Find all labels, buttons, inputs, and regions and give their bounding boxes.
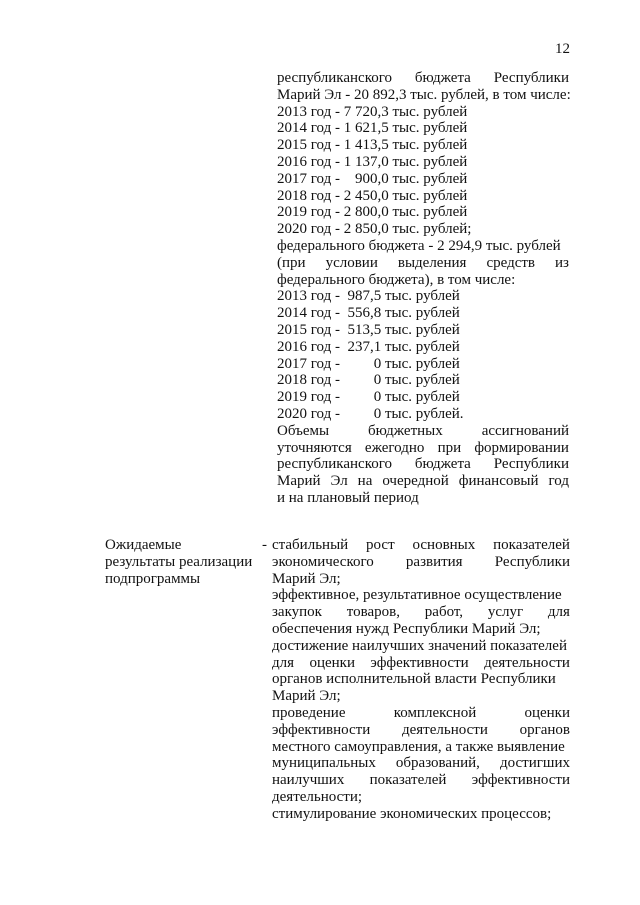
word: для	[272, 654, 295, 671]
text-line	[272, 604, 570, 621]
funding-year-row: 2019 год - 0 тыс. рублей	[277, 389, 460, 406]
word: бюджета	[414, 456, 471, 473]
word: эффективности	[471, 772, 570, 789]
word: год	[548, 473, 569, 490]
text-line: достижение наилучших значений показателей	[272, 637, 567, 654]
word: комплексной	[393, 704, 477, 721]
funding-volume-text	[277, 70, 569, 507]
funding-year-row: 2013 год - 7 720,3 тыс. рублей	[277, 103, 468, 120]
word: закупок	[272, 604, 322, 621]
word: оценки	[309, 654, 355, 671]
text-line	[277, 255, 569, 272]
text-line	[272, 537, 570, 554]
word: ассигнований	[481, 422, 569, 439]
text-line	[277, 473, 569, 490]
text-line	[277, 423, 569, 440]
funding-year-row: 2015 год - 1 413,5 тыс. рублей	[277, 137, 468, 154]
word: работ,	[424, 604, 464, 621]
text-line: деятельности;	[272, 788, 363, 805]
label-line: результаты реализации	[105, 553, 253, 570]
text-line	[272, 722, 570, 739]
word: показателей	[493, 537, 570, 553]
word: Объемы	[277, 422, 330, 439]
text-line: эффективное, результативное осуществление	[272, 587, 562, 604]
funding-year-row: 2018 год - 0 тыс. рублей	[277, 372, 460, 389]
expected-results-text	[272, 537, 570, 823]
text-line	[272, 705, 570, 722]
funding-year-row: 2020 год - 2 850,0 тыс. рублей;	[277, 221, 472, 238]
word: на	[357, 473, 373, 490]
funding-year-row: 2013 год - 987,5 тыс. рублей	[277, 288, 460, 305]
word: рост	[366, 537, 395, 553]
text-line: Марий Эл;	[272, 688, 341, 705]
word: Республики	[494, 553, 570, 570]
word: финансовый	[458, 473, 539, 490]
text-line	[272, 655, 570, 672]
funding-year-row: 2016 год - 237,1 тыс. рублей	[277, 338, 460, 355]
word: бюджета	[414, 70, 471, 86]
word: достигших	[500, 755, 570, 772]
word: условии	[325, 254, 378, 271]
word: товаров,	[346, 604, 400, 621]
word: Марий	[277, 473, 321, 490]
word: оценки	[524, 704, 570, 721]
word: услуг	[487, 604, 524, 621]
text-line	[277, 70, 569, 87]
page-number: 12	[555, 41, 570, 57]
funding-year-row: 2020 год - 0 тыс. рублей.	[277, 405, 464, 422]
word: из	[555, 254, 569, 271]
funding-year-row: 2015 год - 513,5 тыс. рублей	[277, 321, 460, 338]
text-line	[277, 440, 569, 457]
text-line: местного самоуправления, а также выявление	[272, 738, 565, 755]
word: формировании	[474, 439, 569, 456]
funding-year-row: 2017 год - 0 тыс. рублей	[277, 355, 460, 372]
word: Эл	[330, 473, 348, 490]
label-line: Ожидаемые	[105, 537, 182, 553]
word: стабильный	[272, 537, 349, 553]
text-line	[277, 456, 569, 473]
word: Республики	[493, 456, 569, 473]
word: наилучших	[272, 772, 345, 789]
text-line: Марий Эл - 20 892,3 тыс. рублей, в том числе:	[277, 86, 571, 103]
word: республиканского	[277, 456, 392, 473]
text-line: федерального бюджета), в том числе:	[277, 271, 516, 288]
word: ежегодно	[364, 439, 425, 456]
word: Республики	[493, 70, 569, 86]
word: деятельности	[484, 654, 570, 671]
word: при	[437, 439, 462, 456]
word: деятельности	[401, 721, 488, 738]
funding-year-row: 2019 год - 2 800,0 тыс. рублей	[277, 204, 468, 221]
word: уточняются	[277, 439, 352, 456]
text-line	[272, 554, 570, 571]
word: показателей	[369, 772, 447, 789]
text-line: органов исполнительной власти Республики	[272, 671, 556, 688]
row-separator-dash: -	[262, 537, 267, 553]
word: образований,	[395, 755, 480, 772]
text-line	[272, 772, 570, 789]
word: бюджетных	[368, 422, 443, 439]
label-line: подпрограммы	[105, 570, 201, 587]
word: развития	[405, 553, 463, 570]
word: экономического	[272, 553, 374, 570]
text-line: Марий Эл;	[272, 570, 341, 587]
funding-year-row: 2018 год - 2 450,0 тыс. рублей	[277, 187, 468, 204]
word: (при	[277, 254, 306, 271]
funding-year-row: 2014 год - 1 621,5 тыс. рублей	[277, 120, 468, 137]
word: основных	[412, 537, 476, 553]
text-line: и на плановый период	[277, 489, 419, 506]
expected-results-label	[105, 537, 265, 587]
word: очередной	[382, 473, 449, 490]
funding-year-row: 2017 год - 900,0 тыс. рублей	[277, 170, 468, 187]
text-line	[272, 755, 570, 772]
text-line: стимулирование экономических процессов;	[272, 805, 552, 822]
word: проведение	[272, 704, 346, 721]
word: выделения	[397, 254, 467, 271]
text-line: обеспечения нужд Республики Марий Эл;	[272, 620, 541, 637]
word: республиканского	[277, 70, 392, 86]
word: эффективности	[370, 654, 469, 671]
funding-year-row: 2016 год - 1 137,0 тыс. рублей	[277, 153, 468, 170]
funding-year-row: 2014 год - 556,8 тыс. рублей	[277, 305, 460, 322]
word: муниципальных	[272, 755, 376, 772]
word: для	[547, 604, 570, 621]
text-line: федерального бюджета - 2 294,9 тыс. рублей	[277, 237, 561, 254]
word: органов	[519, 721, 570, 738]
word: средств	[486, 254, 535, 271]
word: эффективности	[272, 721, 371, 738]
